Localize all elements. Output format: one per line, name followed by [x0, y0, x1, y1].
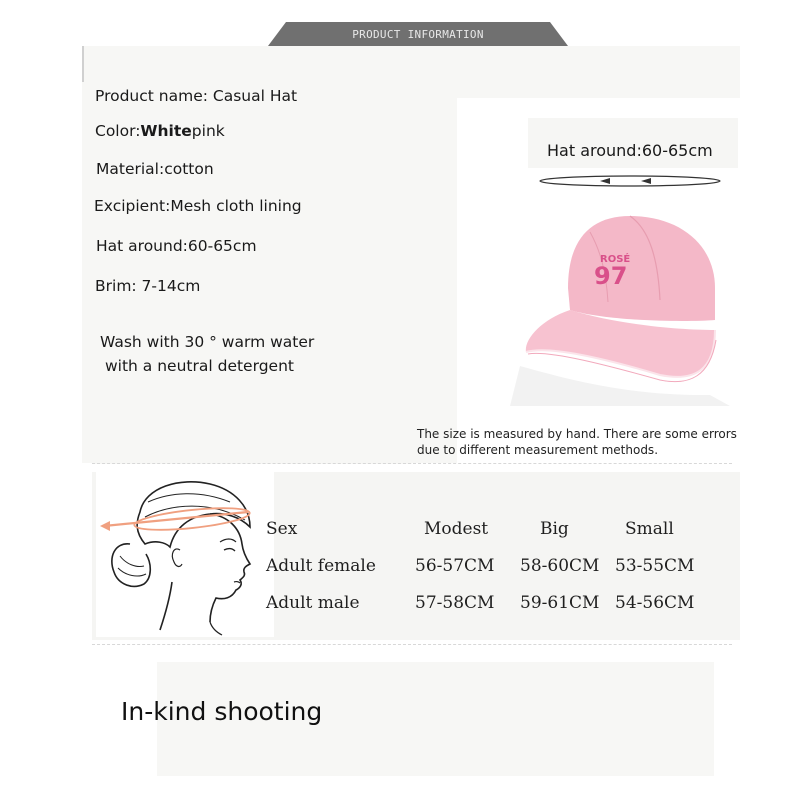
size-row-male-sex: Adult male	[266, 593, 360, 613]
product-excipient: Excipient:Mesh cloth lining	[94, 197, 302, 215]
product-color	[95, 122, 225, 140]
product-name: Product name: Casual Hat	[95, 87, 298, 105]
product-hat-around: Hat around:60-65cm	[96, 237, 257, 255]
cap-print-number: 97	[594, 262, 628, 290]
size-header-modest: Modest	[424, 519, 489, 539]
product-material: Material:cotton	[96, 160, 214, 178]
measurement-note-line2: due to different measurement methods.	[417, 443, 659, 457]
head-measurement-illustration	[100, 472, 272, 637]
size-row-male-small: 54-56CM	[615, 593, 695, 613]
wash-instruction-line1: Wash with 30 ° warm water	[100, 333, 315, 351]
size-row-female-modest: 56-57CM	[415, 556, 495, 576]
panel-edge-rule	[82, 46, 84, 82]
measurement-note-line1: The size is measured by hand. There are some errors	[417, 427, 737, 441]
size-row-female-big: 58-60CM	[520, 556, 600, 576]
in-kind-shooting-title: In-kind shooting	[121, 697, 323, 726]
size-row-female-sex: Adult female	[266, 556, 376, 576]
size-row-female-small: 53-55CM	[615, 556, 695, 576]
size-row-male-big: 59-61CM	[520, 593, 600, 613]
measurement-note	[410, 420, 740, 464]
size-row-male-modest: 57-58CM	[415, 593, 495, 613]
size-header-small: Small	[625, 519, 674, 539]
color-value-pink: pink	[191, 122, 225, 140]
size-header-sex: Sex	[266, 519, 298, 539]
banner-title: PRODUCT INFORMATION	[352, 28, 484, 41]
hat-around-label: Hat around:60-65cm	[547, 141, 713, 160]
size-header-big: Big	[540, 519, 569, 539]
color-label: Color:	[95, 122, 141, 140]
product-info-panel-lower	[92, 370, 412, 464]
cap-print-text: ROSÉ	[600, 254, 631, 265]
color-value-white: White	[140, 122, 192, 140]
pink-cap-image	[510, 170, 740, 410]
dashed-divider	[92, 644, 732, 645]
wash-instruction-line2: with a neutral detergent	[105, 357, 294, 375]
product-brim: Brim: 7-14cm	[95, 277, 201, 295]
